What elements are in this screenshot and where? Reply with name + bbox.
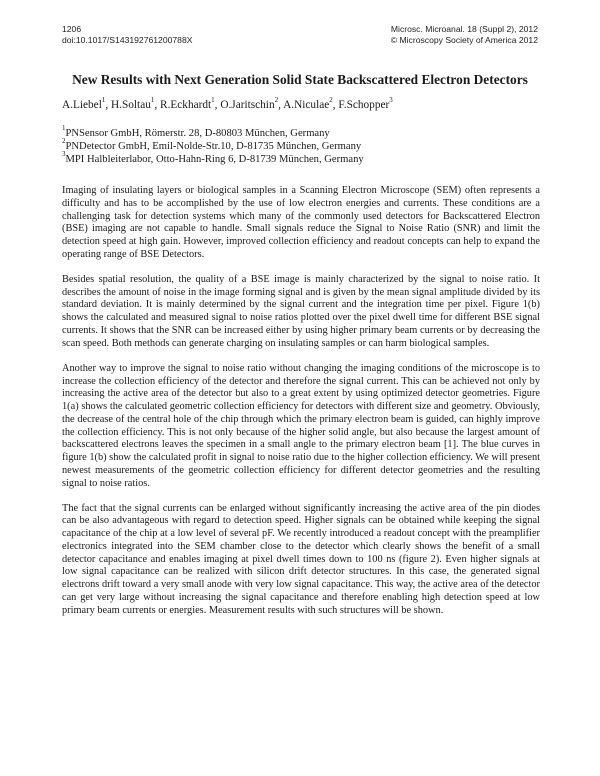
- page-number: 1206: [62, 24, 82, 34]
- body-text: [62, 185, 540, 630]
- paragraph: Besides spatial resolution, the quality of a BSE image is mainly characterized by the signal to noise ratio. It describes the amount of noise in the image forming signal and is given by the mean signal amplitude divided by its standard deviation. It is mainly determined by the signal current and the integration time per pixel. Figure 1(b) shows the calculated and measured signal to noise ratios plotted over the pixel dwell time for different BSE signal currents. It shows that the SNR can be increased either by using higher primary beam currents or by decreasing the scan speed. Both methods can generate charging on insulating samples or can harm biological samples.: [62, 273, 540, 349]
- author: A.Niculae$^2$: [283, 96, 333, 111]
- affiliation: $^3$MPI Halbleiterlabor, Otto-Hahn-Ring 6, D-81739 München, Germany: [62, 150, 364, 165]
- affiliation: $^2$PNDetector GmbH, Emil-Nolde-Str.10, D-81735 München, Germany: [62, 137, 362, 152]
- paragraph: Another way to improve the signal to noise ratio without changing the imaging conditions of the microscope is to increase the collection efficiency of the detector and therefore the signal current. This can be achieved not only by increasing the active area of the detector but also to a great extent by using optimized detector geometries. Figure 1(a) shows the calculated geometric collection efficiency for detectors with different size and geometry. Obviously, the decrease of the central hole of the chip through which the primary electron beam is guided, can highly improve the collection efficiency. This is not only because of the higher solid angle, but also because the largest amount of backscattered electrons leaves the specimen in a small angle to the primary electron beam [1]. The blue curves in figure 1(b) show the calculated profit in signal to noise ratio due to the higher collection efficiency. We will present newest measurements of the geometric collection efficiency for different detector geometries and the resulting signal to noise ratios.: [62, 362, 540, 489]
- affiliation-list: [62, 124, 538, 166]
- header-left: [62, 24, 192, 46]
- author: R.Eckhardt$^1$: [160, 96, 215, 111]
- journal-citation: Microsc. Microanal. 18 (Suppl 2), 2012: [390, 24, 538, 34]
- doi: doi:10.1017/S143192761200788X: [62, 35, 193, 45]
- author: A.Liebel$^1$: [62, 96, 106, 111]
- author: H.Soltau$^1$: [111, 96, 155, 111]
- paper-title: New Results with Next Generation Solid State Backscattered Electron Detectors: [72, 72, 528, 87]
- header-right: [391, 24, 538, 46]
- author: O.Jaritschin$^2$: [220, 96, 279, 111]
- author-list: A.Liebel$^1$, H.Soltau$^1$, R.Eckhardt$^1$, O.Jaritschin$^2$, A.Niculae$^2$, F.Schopper$^3$: [62, 96, 393, 111]
- author: F.Schopper$^3$: [338, 96, 393, 111]
- paragraph: The fact that the signal currents can be enlarged without significantly increasing the active area of the pin diodes can be also advantageous with regard to detection speed. Higher signals can be obtained while keeping the signal capacitance of the chip at a low level of several pF. We recently introduced a readout concept with the preamplifier electronics integrated into the SEM chamber close to the detector which clearly shows the benefit of a small detector capacitance and enables imaging at pixel dwell times down to 100 ns (figure 2). Even higher signals at low signal capacitance can be realized with silicon drift detector structures. In this case, the generated signal electrons drift toward a very small anode with very low signal capacitance. This way, the active area of the detector can get very large without increasing the signal capacitance and therefore enabling high detection speed at low primary beam currents or energies. Measurement results with such structures will be shown.: [62, 502, 540, 616]
- paragraph: Imaging of insulating layers or biological samples in a Scanning Electron Microscope (SEM) often represents a difficulty and has to be accomplished by the use of low electron energies and currents. These conditions are a challenging task for detection systems which many of the commonly used detectors for Backscattered Electron (BSE) imaging are not capable to handle. Small signals reduce the Signal to Noise Ratio (SNR) and limit the detection speed at high gain. However, improved collection efficiency and readout concepts can help to expand the operating range of BSE Detectors.: [62, 185, 540, 260]
- copyright-notice: © Microscopy Society of America 2012: [390, 35, 538, 45]
- affiliation: $^1$PNSensor GmbH, Römerstr. 28, D-80803 München, Germany: [62, 124, 330, 139]
